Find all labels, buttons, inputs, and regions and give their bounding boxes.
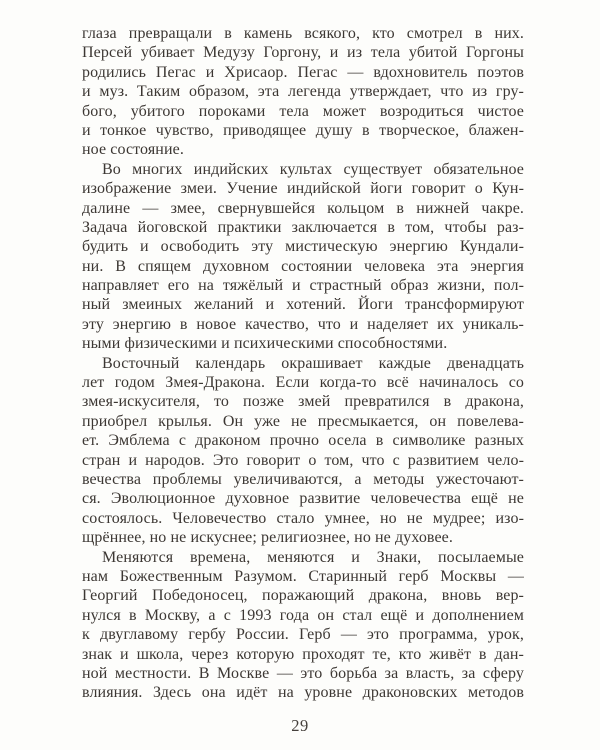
text-line: направляет его на тяжёлый и страстный образ жизни, пол- xyxy=(82,277,524,295)
text-line: ное состояние. xyxy=(82,141,184,159)
page-number: 29 xyxy=(291,716,309,735)
text-line: влияния. Здесь она идёт на уровне драконовских методов xyxy=(82,684,524,702)
text-line: нулся в Москву, а с 1993 года он стал ещё и дополнением xyxy=(82,606,524,624)
text-line: щрённее, но не искуснее; религиознее, но не духовее. xyxy=(82,529,453,547)
text-line: глаза превращали в камень всякого, кто смотрел в них. xyxy=(82,25,524,42)
text-line: Меняются времена, меняются и Знаки, посылаемые xyxy=(102,548,524,566)
text-line: Задача йоговской практики заключается в том, чтобы раз- xyxy=(82,218,524,236)
text-line: и муз. Таким образом, эта легенда утверждает, что из гру- xyxy=(82,83,524,101)
text-line: далине — змее, свернувшейся кольцом в нижней чакре. xyxy=(82,199,524,217)
text-line: приобрел крылья. Он уже не пресмыкается, он повелева- xyxy=(82,412,524,430)
text-line: лет годом Змея-Дракона. Если когда-то всё начиналось со xyxy=(82,374,524,392)
text-line: Георгий Победоносец, поражающий дракона, вновь вер- xyxy=(82,587,524,605)
text-line: эту энергию в новое качество, что и наделяет их уникаль- xyxy=(82,315,524,333)
paragraph xyxy=(82,354,524,548)
text-line: и тонкое чувство, приводящее душу в творческое, блажен- xyxy=(82,121,524,139)
text-line: будить и освободить эту мистическую энергию Кундали- xyxy=(82,238,524,256)
text-line: к двуглавому гербу России. Герб — это программа, урок, xyxy=(82,626,524,644)
text-line: Во многих индийских культах существует обязательное xyxy=(102,160,524,178)
paragraph xyxy=(82,548,524,703)
text-line: нам Божественным Разумом. Старинный герб Москвы — xyxy=(82,567,524,585)
text-line: ни. В спящем духовном состоянии человека эта энергия xyxy=(82,257,524,275)
text-line: ный змеиных желаний и хотений. Йоги трансформируют xyxy=(82,296,524,314)
text-line: Восточный календарь окрашивает каждые двенадцать xyxy=(102,354,524,372)
text-line: знак и школа, через которую проходят те, кто живёт в дан- xyxy=(82,645,524,663)
text-line: родились Пегас и Хрисаор. Пегас — вдохновитель поэтов xyxy=(82,63,524,81)
paragraph xyxy=(82,160,524,354)
paragraph xyxy=(82,24,524,160)
text-line: бого, убитого пороками тела может возродиться чистое xyxy=(82,102,524,120)
text-line: ными физическими и психическими способностями. xyxy=(82,335,448,353)
text-line: Персей убивает Медузу Горгону, и из тела убитой Горгоны xyxy=(82,44,524,62)
text-line: змея-искусителя, то позже змей превратился в дракона, xyxy=(82,393,524,411)
page-text-block xyxy=(82,24,524,703)
text-line: изображение змеи. Учение индийской йоги говорит о Кун- xyxy=(82,180,524,198)
text-line: состоялось. Человечество стало умнее, но не мудрее; изо- xyxy=(82,509,524,527)
text-line: ся. Эволюционное духовное развитие человечества ещё не xyxy=(82,490,524,508)
text-line: ной местности. В Москве — это борьба за власть, за сферу xyxy=(82,664,524,682)
text-line: стран и народов. Это говорит о том, что с развитием чело- xyxy=(82,451,524,469)
text-line: вечества проблемы увеличиваются, а методы ужесточают- xyxy=(82,470,524,488)
text-line: ет. Эмблема с драконом прочно осела в символике разных xyxy=(82,432,524,450)
